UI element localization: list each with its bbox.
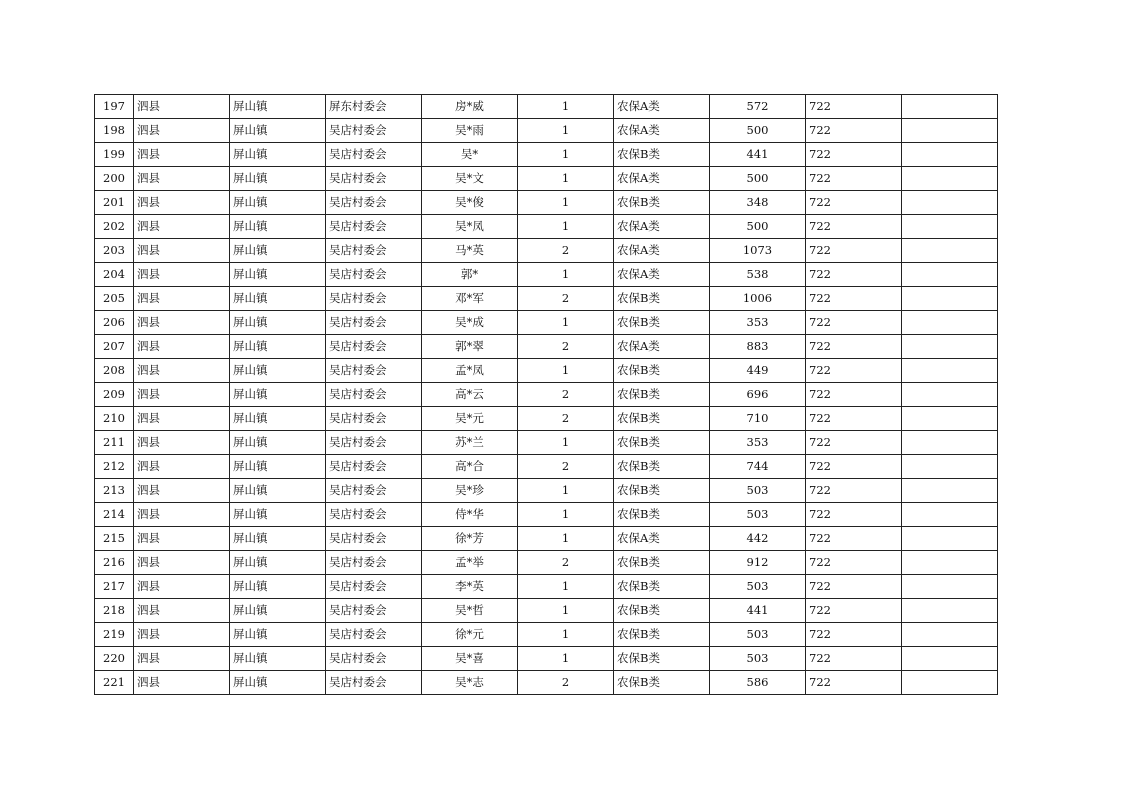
standard-cell: 722 <box>806 503 902 527</box>
town-cell: 屏山镇 <box>230 335 326 359</box>
amount-cell: 500 <box>710 215 806 239</box>
assistance-category-cell: 农保B类 <box>614 407 710 431</box>
table-row <box>95 191 998 215</box>
town-cell: 屏山镇 <box>230 119 326 143</box>
remark-cell <box>902 359 998 383</box>
household-count-cell: 1 <box>518 191 614 215</box>
assistance-category-cell: 农保B类 <box>614 143 710 167</box>
village-committee-cell: 吴店村委会 <box>326 167 422 191</box>
amount-cell: 500 <box>710 119 806 143</box>
standard-cell: 722 <box>806 599 902 623</box>
village-committee-cell: 吴店村委会 <box>326 431 422 455</box>
amount-cell: 442 <box>710 527 806 551</box>
table-row <box>95 311 998 335</box>
town-cell: 屏山镇 <box>230 167 326 191</box>
assistance-category-cell: 农保B类 <box>614 671 710 695</box>
table-row <box>95 575 998 599</box>
county-cell: 泗县 <box>134 383 230 407</box>
row-number-cell: 214 <box>95 503 134 527</box>
county-cell: 泗县 <box>134 479 230 503</box>
table-row <box>95 647 998 671</box>
recipient-name-cell: 吴*珍 <box>422 479 518 503</box>
standard-cell: 722 <box>806 95 902 119</box>
recipient-name-cell: 邓*军 <box>422 287 518 311</box>
standard-cell: 722 <box>806 647 902 671</box>
town-cell: 屏山镇 <box>230 551 326 575</box>
county-cell: 泗县 <box>134 527 230 551</box>
recipient-name-cell: 郭*翠 <box>422 335 518 359</box>
standard-cell: 722 <box>806 311 902 335</box>
amount-cell: 441 <box>710 599 806 623</box>
town-cell: 屏山镇 <box>230 191 326 215</box>
remark-cell <box>902 215 998 239</box>
village-committee-cell: 吴店村委会 <box>326 407 422 431</box>
household-count-cell: 2 <box>518 551 614 575</box>
standard-cell: 722 <box>806 263 902 287</box>
remark-cell <box>902 407 998 431</box>
recipient-name-cell: 吴*成 <box>422 311 518 335</box>
assistance-category-cell: 农保A类 <box>614 527 710 551</box>
household-count-cell: 1 <box>518 143 614 167</box>
table-body <box>95 95 998 695</box>
village-committee-cell: 吴店村委会 <box>326 143 422 167</box>
remark-cell <box>902 479 998 503</box>
town-cell: 屏山镇 <box>230 383 326 407</box>
table-row <box>95 383 998 407</box>
table-row <box>95 407 998 431</box>
remark-cell <box>902 143 998 167</box>
table-row <box>95 215 998 239</box>
county-cell: 泗县 <box>134 551 230 575</box>
standard-cell: 722 <box>806 479 902 503</box>
recipient-name-cell: 高*合 <box>422 455 518 479</box>
town-cell: 屏山镇 <box>230 287 326 311</box>
standard-cell: 722 <box>806 119 902 143</box>
row-number-cell: 209 <box>95 383 134 407</box>
amount-cell: 500 <box>710 167 806 191</box>
standard-cell: 722 <box>806 575 902 599</box>
row-number-cell: 218 <box>95 599 134 623</box>
row-number-cell: 210 <box>95 407 134 431</box>
household-count-cell: 1 <box>518 359 614 383</box>
recipient-name-cell: 吴*雨 <box>422 119 518 143</box>
recipient-name-cell: 吴*俊 <box>422 191 518 215</box>
town-cell: 屏山镇 <box>230 503 326 527</box>
standard-cell: 722 <box>806 431 902 455</box>
table-row <box>95 623 998 647</box>
amount-cell: 503 <box>710 479 806 503</box>
county-cell: 泗县 <box>134 335 230 359</box>
village-committee-cell: 吴店村委会 <box>326 551 422 575</box>
recipient-name-cell: 吴*志 <box>422 671 518 695</box>
row-number-cell: 203 <box>95 239 134 263</box>
assistance-category-cell: 农保A类 <box>614 95 710 119</box>
county-cell: 泗县 <box>134 215 230 239</box>
row-number-cell: 198 <box>95 119 134 143</box>
recipient-name-cell: 孟*凤 <box>422 359 518 383</box>
town-cell: 屏山镇 <box>230 623 326 647</box>
row-number-cell: 220 <box>95 647 134 671</box>
recipient-name-cell: 高*云 <box>422 383 518 407</box>
recipient-name-cell: 郭* <box>422 263 518 287</box>
standard-cell: 722 <box>806 671 902 695</box>
assistance-category-cell: 农保A类 <box>614 263 710 287</box>
county-cell: 泗县 <box>134 647 230 671</box>
amount-cell: 503 <box>710 503 806 527</box>
amount-cell: 696 <box>710 383 806 407</box>
household-count-cell: 1 <box>518 167 614 191</box>
row-number-cell: 202 <box>95 215 134 239</box>
amount-cell: 586 <box>710 671 806 695</box>
row-number-cell: 208 <box>95 359 134 383</box>
remark-cell <box>902 575 998 599</box>
row-number-cell: 197 <box>95 95 134 119</box>
county-cell: 泗县 <box>134 191 230 215</box>
table-row <box>95 287 998 311</box>
amount-cell: 503 <box>710 623 806 647</box>
village-committee-cell: 吴店村委会 <box>326 383 422 407</box>
recipient-name-cell: 孟*举 <box>422 551 518 575</box>
remark-cell <box>902 455 998 479</box>
assistance-category-cell: 农保B类 <box>614 191 710 215</box>
remark-cell <box>902 311 998 335</box>
table-row <box>95 119 998 143</box>
recipient-name-cell: 苏*兰 <box>422 431 518 455</box>
amount-cell: 449 <box>710 359 806 383</box>
assistance-category-cell: 农保B类 <box>614 575 710 599</box>
assistance-category-cell: 农保A类 <box>614 167 710 191</box>
town-cell: 屏山镇 <box>230 527 326 551</box>
county-cell: 泗县 <box>134 119 230 143</box>
village-committee-cell: 吴店村委会 <box>326 599 422 623</box>
table-row <box>95 95 998 119</box>
county-cell: 泗县 <box>134 287 230 311</box>
county-cell: 泗县 <box>134 503 230 527</box>
household-count-cell: 1 <box>518 503 614 527</box>
remark-cell <box>902 551 998 575</box>
amount-cell: 1006 <box>710 287 806 311</box>
assistance-category-cell: 农保B类 <box>614 431 710 455</box>
county-cell: 泗县 <box>134 359 230 383</box>
town-cell: 屏山镇 <box>230 263 326 287</box>
recipient-name-cell: 侍*华 <box>422 503 518 527</box>
amount-cell: 353 <box>710 431 806 455</box>
row-number-cell: 211 <box>95 431 134 455</box>
recipient-name-cell: 吴*元 <box>422 407 518 431</box>
standard-cell: 722 <box>806 239 902 263</box>
table-row <box>95 143 998 167</box>
village-committee-cell: 吴店村委会 <box>326 359 422 383</box>
village-committee-cell: 吴店村委会 <box>326 623 422 647</box>
table-row <box>95 551 998 575</box>
county-cell: 泗县 <box>134 311 230 335</box>
village-committee-cell: 吴店村委会 <box>326 239 422 263</box>
table-row <box>95 431 998 455</box>
town-cell: 屏山镇 <box>230 599 326 623</box>
assistance-category-cell: 农保B类 <box>614 503 710 527</box>
household-count-cell: 1 <box>518 647 614 671</box>
remark-cell <box>902 191 998 215</box>
household-count-cell: 1 <box>518 623 614 647</box>
amount-cell: 1073 <box>710 239 806 263</box>
table-row <box>95 359 998 383</box>
standard-cell: 722 <box>806 527 902 551</box>
remark-cell <box>902 503 998 527</box>
county-cell: 泗县 <box>134 623 230 647</box>
amount-cell: 744 <box>710 455 806 479</box>
village-committee-cell: 屏东村委会 <box>326 95 422 119</box>
village-committee-cell: 吴店村委会 <box>326 263 422 287</box>
table-row <box>95 503 998 527</box>
remark-cell <box>902 263 998 287</box>
county-cell: 泗县 <box>134 575 230 599</box>
village-committee-cell: 吴店村委会 <box>326 287 422 311</box>
table-row <box>95 455 998 479</box>
recipient-name-cell: 李*英 <box>422 575 518 599</box>
row-number-cell: 207 <box>95 335 134 359</box>
town-cell: 屏山镇 <box>230 431 326 455</box>
amount-cell: 348 <box>710 191 806 215</box>
row-number-cell: 205 <box>95 287 134 311</box>
assistance-category-cell: 农保B类 <box>614 479 710 503</box>
remark-cell <box>902 167 998 191</box>
assistance-category-cell: 农保B类 <box>614 359 710 383</box>
row-number-cell: 219 <box>95 623 134 647</box>
row-number-cell: 199 <box>95 143 134 167</box>
village-committee-cell: 吴店村委会 <box>326 503 422 527</box>
household-count-cell: 1 <box>518 599 614 623</box>
assistance-category-cell: 农保B类 <box>614 455 710 479</box>
town-cell: 屏山镇 <box>230 479 326 503</box>
town-cell: 屏山镇 <box>230 359 326 383</box>
remark-cell <box>902 335 998 359</box>
standard-cell: 722 <box>806 287 902 311</box>
table-row <box>95 335 998 359</box>
household-count-cell: 2 <box>518 383 614 407</box>
table-row <box>95 599 998 623</box>
town-cell: 屏山镇 <box>230 311 326 335</box>
county-cell: 泗县 <box>134 263 230 287</box>
town-cell: 屏山镇 <box>230 455 326 479</box>
remark-cell <box>902 119 998 143</box>
remark-cell <box>902 431 998 455</box>
county-cell: 泗县 <box>134 407 230 431</box>
amount-cell: 572 <box>710 95 806 119</box>
recipient-name-cell: 吴*凤 <box>422 215 518 239</box>
remark-cell <box>902 599 998 623</box>
remark-cell <box>902 287 998 311</box>
assistance-category-cell: 农保B类 <box>614 311 710 335</box>
amount-cell: 503 <box>710 575 806 599</box>
recipient-name-cell: 房*威 <box>422 95 518 119</box>
village-committee-cell: 吴店村委会 <box>326 119 422 143</box>
table-row <box>95 671 998 695</box>
row-number-cell: 213 <box>95 479 134 503</box>
standard-cell: 722 <box>806 191 902 215</box>
recipient-name-cell: 吴*哲 <box>422 599 518 623</box>
county-cell: 泗县 <box>134 599 230 623</box>
standard-cell: 722 <box>806 407 902 431</box>
remark-cell <box>902 527 998 551</box>
row-number-cell: 206 <box>95 311 134 335</box>
county-cell: 泗县 <box>134 95 230 119</box>
standard-cell: 722 <box>806 359 902 383</box>
assistance-category-cell: 农保A类 <box>614 119 710 143</box>
row-number-cell: 216 <box>95 551 134 575</box>
household-count-cell: 1 <box>518 311 614 335</box>
row-number-cell: 217 <box>95 575 134 599</box>
standard-cell: 722 <box>806 623 902 647</box>
table-row <box>95 263 998 287</box>
village-committee-cell: 吴店村委会 <box>326 479 422 503</box>
table-row <box>95 167 998 191</box>
village-committee-cell: 吴店村委会 <box>326 335 422 359</box>
assistance-category-cell: 农保B类 <box>614 647 710 671</box>
recipient-name-cell: 吴*文 <box>422 167 518 191</box>
recipient-name-cell: 吴*喜 <box>422 647 518 671</box>
table-row <box>95 479 998 503</box>
table-row <box>95 239 998 263</box>
assistance-category-cell: 农保B类 <box>614 551 710 575</box>
town-cell: 屏山镇 <box>230 575 326 599</box>
assistance-category-cell: 农保A类 <box>614 239 710 263</box>
assistance-category-cell: 农保A类 <box>614 215 710 239</box>
town-cell: 屏山镇 <box>230 671 326 695</box>
standard-cell: 722 <box>806 215 902 239</box>
household-count-cell: 1 <box>518 431 614 455</box>
standard-cell: 722 <box>806 551 902 575</box>
county-cell: 泗县 <box>134 167 230 191</box>
household-count-cell: 1 <box>518 527 614 551</box>
household-count-cell: 2 <box>518 335 614 359</box>
assistance-category-cell: 农保B类 <box>614 623 710 647</box>
amount-cell: 883 <box>710 335 806 359</box>
row-number-cell: 215 <box>95 527 134 551</box>
household-count-cell: 2 <box>518 455 614 479</box>
county-cell: 泗县 <box>134 239 230 263</box>
standard-cell: 722 <box>806 143 902 167</box>
amount-cell: 538 <box>710 263 806 287</box>
row-number-cell: 221 <box>95 671 134 695</box>
town-cell: 屏山镇 <box>230 407 326 431</box>
row-number-cell: 204 <box>95 263 134 287</box>
town-cell: 屏山镇 <box>230 647 326 671</box>
remark-cell <box>902 239 998 263</box>
village-committee-cell: 吴店村委会 <box>326 671 422 695</box>
standard-cell: 722 <box>806 383 902 407</box>
household-count-cell: 2 <box>518 407 614 431</box>
row-number-cell: 212 <box>95 455 134 479</box>
household-count-cell: 1 <box>518 575 614 599</box>
amount-cell: 441 <box>710 143 806 167</box>
village-committee-cell: 吴店村委会 <box>326 455 422 479</box>
recipient-name-cell: 吴* <box>422 143 518 167</box>
town-cell: 屏山镇 <box>230 215 326 239</box>
county-cell: 泗县 <box>134 455 230 479</box>
village-committee-cell: 吴店村委会 <box>326 575 422 599</box>
village-committee-cell: 吴店村委会 <box>326 647 422 671</box>
village-committee-cell: 吴店村委会 <box>326 215 422 239</box>
town-cell: 屏山镇 <box>230 239 326 263</box>
amount-cell: 503 <box>710 647 806 671</box>
amount-cell: 353 <box>710 311 806 335</box>
household-count-cell: 1 <box>518 479 614 503</box>
household-count-cell: 2 <box>518 287 614 311</box>
amount-cell: 710 <box>710 407 806 431</box>
household-count-cell: 1 <box>518 95 614 119</box>
household-count-cell: 1 <box>518 263 614 287</box>
county-cell: 泗县 <box>134 431 230 455</box>
household-count-cell: 2 <box>518 239 614 263</box>
assistance-category-cell: 农保B类 <box>614 599 710 623</box>
standard-cell: 722 <box>806 335 902 359</box>
household-count-cell: 1 <box>518 119 614 143</box>
assistance-roster-table <box>94 94 998 695</box>
remark-cell <box>902 95 998 119</box>
standard-cell: 722 <box>806 167 902 191</box>
recipient-name-cell: 徐*元 <box>422 623 518 647</box>
county-cell: 泗县 <box>134 143 230 167</box>
remark-cell <box>902 623 998 647</box>
town-cell: 屏山镇 <box>230 143 326 167</box>
assistance-category-cell: 农保B类 <box>614 383 710 407</box>
town-cell: 屏山镇 <box>230 95 326 119</box>
standard-cell: 722 <box>806 455 902 479</box>
remark-cell <box>902 647 998 671</box>
table-row <box>95 527 998 551</box>
recipient-name-cell: 马*英 <box>422 239 518 263</box>
assistance-category-cell: 农保A类 <box>614 335 710 359</box>
row-number-cell: 200 <box>95 167 134 191</box>
recipient-name-cell: 徐*芳 <box>422 527 518 551</box>
remark-cell <box>902 671 998 695</box>
assistance-category-cell: 农保B类 <box>614 287 710 311</box>
amount-cell: 912 <box>710 551 806 575</box>
household-count-cell: 2 <box>518 671 614 695</box>
village-committee-cell: 吴店村委会 <box>326 311 422 335</box>
remark-cell <box>902 383 998 407</box>
county-cell: 泗县 <box>134 671 230 695</box>
household-count-cell: 1 <box>518 215 614 239</box>
row-number-cell: 201 <box>95 191 134 215</box>
village-committee-cell: 吴店村委会 <box>326 191 422 215</box>
village-committee-cell: 吴店村委会 <box>326 527 422 551</box>
